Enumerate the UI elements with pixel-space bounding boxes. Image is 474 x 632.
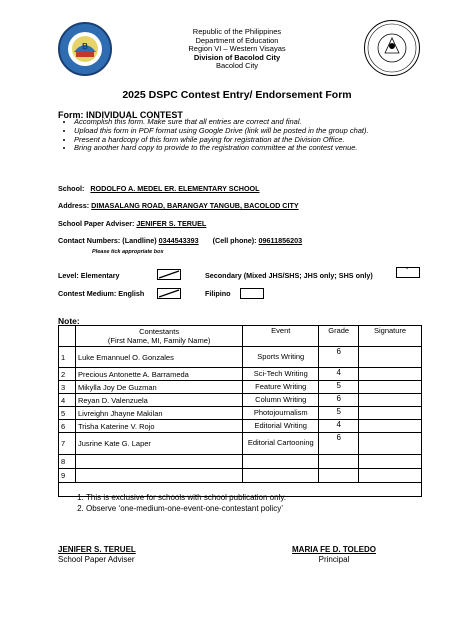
grade-cell[interactable]	[319, 455, 359, 469]
note-item: 2. Observe ‘one-medium-one-event-one-contestant policy’	[86, 503, 286, 514]
principal-signatory-role: Principal	[318, 555, 350, 564]
contact-label: Contact Numbers: (Landline)	[58, 236, 157, 245]
row-number: 4	[59, 394, 76, 407]
table-row	[59, 469, 422, 483]
grade-cell: 5	[319, 381, 359, 394]
contest-event: Sci-Tech Writing	[243, 368, 319, 381]
school-value: RODOLFO A. MEDEL ER. ELEMENTARY SCHOOL	[90, 184, 260, 193]
contest-event: Feature Writing	[243, 381, 319, 394]
deped-seal-logo	[364, 20, 420, 76]
row-number: 3	[59, 381, 76, 394]
contestant-name: Reyan D. Valenzuela	[75, 394, 242, 407]
row-number: 7	[59, 433, 76, 455]
header-region: Region VI – Western Visayas	[188, 44, 286, 54]
adviser-signatory	[58, 545, 136, 565]
header-division: Division of Bacolod City	[193, 52, 281, 62]
row-number: 2	[59, 368, 76, 381]
note-label: Note:	[58, 316, 80, 326]
principal-signatory	[292, 545, 376, 565]
contestant-name: Trisha Katerine V. Rojo	[75, 420, 242, 433]
grade-cell[interactable]	[319, 469, 359, 483]
header-number	[59, 326, 76, 347]
contestants-table	[58, 325, 422, 497]
contestant-name[interactable]	[75, 469, 242, 483]
row-number: 5	[59, 407, 76, 420]
cellphone-label: (Cell phone):	[212, 236, 257, 245]
row-number: 1	[59, 347, 76, 368]
contest-event[interactable]	[243, 455, 319, 469]
header-contestants-line1: Contestants	[139, 327, 180, 336]
contest-event[interactable]	[243, 469, 319, 483]
notes-list	[72, 492, 286, 514]
english-checkbox[interactable]	[157, 288, 181, 299]
filipino-label: Filipino	[205, 289, 231, 298]
tick-note: Please tick appropriate box	[92, 249, 164, 255]
checkmark-icon	[158, 270, 180, 279]
table-row	[59, 407, 422, 420]
contest-event: Editorial Cartooning	[243, 433, 319, 455]
contestant-name: Jusrine Kate G. Laper	[75, 433, 242, 455]
signature-cell[interactable]	[359, 433, 422, 455]
svg-text:B: B	[82, 42, 88, 51]
instruction-item: • Present a hardcopy of this form while paying for registration at the Division Office.	[74, 136, 444, 145]
grade-cell: 6	[319, 433, 359, 455]
form-type-label: Form: INDIVIDUAL CONTEST	[58, 110, 183, 120]
address-value: DIMASALANG ROAD, BARANGAY TANGUB, BACOLOD CITY	[91, 201, 299, 210]
contestant-name: Mikylla Joy De Guzman	[75, 381, 242, 394]
row-number: 8	[59, 455, 76, 469]
filipino-checkbox[interactable]	[240, 288, 264, 299]
medium-label: Contest Medium: English	[58, 289, 145, 298]
contestant-name: Luke Emannuel O. Gonzales	[75, 347, 242, 368]
contestant-name[interactable]	[75, 455, 242, 469]
deped-seal-emblem	[365, 21, 419, 75]
adviser-row: School Paper Adviser: JENIFER S. TERUEL	[58, 219, 207, 228]
adviser-value: JENIFER S. TERUEL	[136, 219, 207, 228]
contestant-name: Livreighn Jhayne Makilan	[75, 407, 242, 420]
header-signature: Signature	[359, 326, 422, 347]
school-row: School: RODOLFO A. MEDEL ER. ELEMENTARY SCHOOL	[58, 184, 260, 193]
grade-cell: 4	[319, 420, 359, 433]
table-row	[59, 433, 422, 455]
contest-event: Photojournalism	[243, 407, 319, 420]
secondary-mark: -	[406, 266, 409, 273]
table-row	[59, 347, 422, 368]
address-label: Address	[58, 201, 87, 210]
adviser-signatory-role: School Paper Adviser	[58, 555, 135, 564]
signature-cell[interactable]	[359, 394, 422, 407]
contest-event: Editorial Writing	[243, 420, 319, 433]
header-contestants-line2: (First Name, MI, Family Name)	[107, 336, 211, 345]
instruction-item: • Bring another hard copy to provide to the registration committee at the contest venue.	[74, 144, 444, 153]
contest-event: Sports Writing	[243, 347, 319, 368]
school-label: School	[58, 184, 82, 193]
header-republic: Republic of the Philippines	[192, 27, 282, 36]
grade-cell: 4	[319, 368, 359, 381]
level-label: Level: Elementary	[58, 271, 120, 280]
contest-event: Column Writing	[243, 394, 319, 407]
division-seal-logo	[58, 22, 112, 76]
header-block	[150, 28, 324, 71]
row-number: 9	[59, 469, 76, 483]
division-seal-emblem	[60, 24, 110, 74]
table-row	[59, 368, 422, 381]
table-row	[59, 420, 422, 433]
signature-cell[interactable]	[359, 420, 422, 433]
signature-cell[interactable]	[359, 469, 422, 483]
signature-cell[interactable]	[359, 368, 422, 381]
elementary-checkbox[interactable]	[157, 269, 181, 280]
signature-cell[interactable]	[359, 455, 422, 469]
table-row	[59, 455, 422, 469]
header-department: Department of Education	[195, 35, 279, 45]
header-contestants	[75, 326, 242, 347]
signature-cell[interactable]	[359, 381, 422, 394]
grade-cell: 5	[319, 407, 359, 420]
instruction-item: • Upload this form in PDF format using Google Drive (link will be posted in the group chat).	[74, 127, 444, 136]
principal-signatory-name: MARIA FE D. TOLEDO	[292, 545, 376, 554]
contact-row	[58, 236, 302, 245]
checkmark-icon	[158, 289, 180, 298]
adviser-signatory-name: JENIFER S. TERUEL	[58, 545, 136, 554]
secondary-checkbox[interactable]	[396, 267, 420, 278]
adviser-label: School Paper Adviser	[58, 219, 133, 228]
header-grade: Grade	[319, 326, 359, 347]
address-row: Address: DIMASALANG ROAD, BARANGAY TANGUB, BACOLOD CITY	[58, 201, 299, 210]
grade-cell: 6	[319, 394, 359, 407]
contestant-name: Precious Antonette A. Barrameda	[75, 368, 242, 381]
instructions-list	[58, 118, 444, 153]
cellphone-value: 09611856203	[258, 236, 303, 245]
row-number: 6	[59, 420, 76, 433]
form-title: 2025 DSPC Contest Entry/ Endorsement Form	[122, 89, 352, 101]
table-header-row	[59, 326, 422, 347]
note-item: 1. This is exclusive for schools with school publication only.	[86, 492, 286, 503]
landline-value: 0344543393	[158, 236, 199, 245]
table-row	[59, 381, 422, 394]
grade-cell: 6	[319, 347, 359, 368]
table-row	[59, 394, 422, 407]
header-event: Event	[243, 326, 319, 347]
secondary-label: Secondary (Mixed JHS/SHS; JHS only; SHS only)	[205, 271, 373, 280]
instruction-item: • Accomplish this form. Make sure that all entries are correct and final.	[74, 118, 444, 127]
header-city: Bacolod City	[215, 61, 259, 71]
signature-cell[interactable]	[359, 407, 422, 420]
signature-cell[interactable]	[359, 347, 422, 368]
